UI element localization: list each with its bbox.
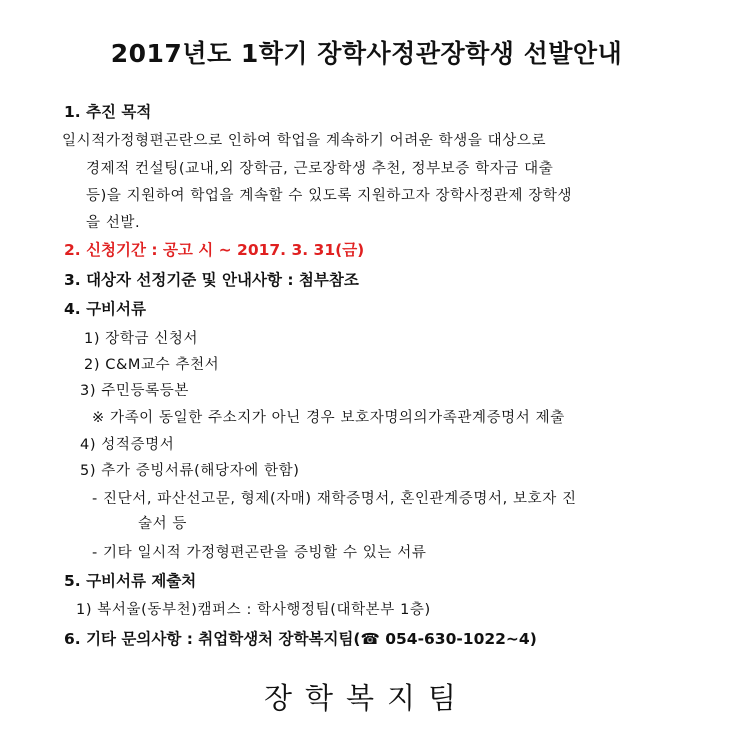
section-1-body-line: 경제적 컨설팅(교내,외 장학금, 근로장학생 추천, 정부보증 학자금 대출 [86,161,554,177]
section-2-application-period: 2. 신청기간 : 공고 시 ~ 2017. 3. 31(금) [64,241,365,259]
document-item: 2) C&M교수 추천서 [84,357,220,373]
document-item: 3) 주민등록등본 [80,383,189,399]
document-subitem-continued: 술서 등 [138,516,188,532]
section-1-body-line: 등)을 지원하여 학업을 계속할 수 있도록 지원하고자 장학사정관제 장학생 [86,188,573,204]
issuer-signature: 장학복지팀 [263,681,470,715]
document-item: 1) 장학금 신청서 [84,331,199,347]
section-3-selection-criteria: 3. 대상자 선정기준 및 안내사항 : 첨부참조 [64,271,359,289]
section-6-contact: 6. 기타 문의사항 : 취업학생처 장학복지팀(☎ 054-630-1022~4) [64,630,537,648]
section-1-body-line: 을 선발. [86,215,141,231]
section-1-heading: 1. 추진 목적 [64,103,152,121]
section-1-body-line: 일시적가정형편곤란으로 인하여 학업을 계속하기 어려운 학생을 대상으로 [62,133,547,149]
document-item: 4) 성적증명서 [80,437,175,453]
document-subitem: - 기타 일시적 가정형편곤란을 증빙할 수 있는 서류 [92,545,427,561]
document-item: 5) 추가 증빙서류(해당자에 한함) [80,463,300,479]
section-5-heading: 5. 구비서류 제출처 [64,572,197,590]
section-4-heading: 4. 구비서류 [64,300,146,318]
page-title: 2017년도 1학기 장학사정관장학생 선발안내 [110,39,623,68]
document-item-note: ※ 가족이 동일한 주소지가 아닌 경우 보호자명의의가족관계증명서 제출 [92,410,565,426]
submission-location: 1) 복서울(동부천)캠퍼스 : 학사행정팀(대학본부 1층) [76,602,431,618]
document-subitem: - 진단서, 파산선고문, 형제(자매) 재학증명서, 혼인관계증명서, 보호자 진 [92,491,577,507]
